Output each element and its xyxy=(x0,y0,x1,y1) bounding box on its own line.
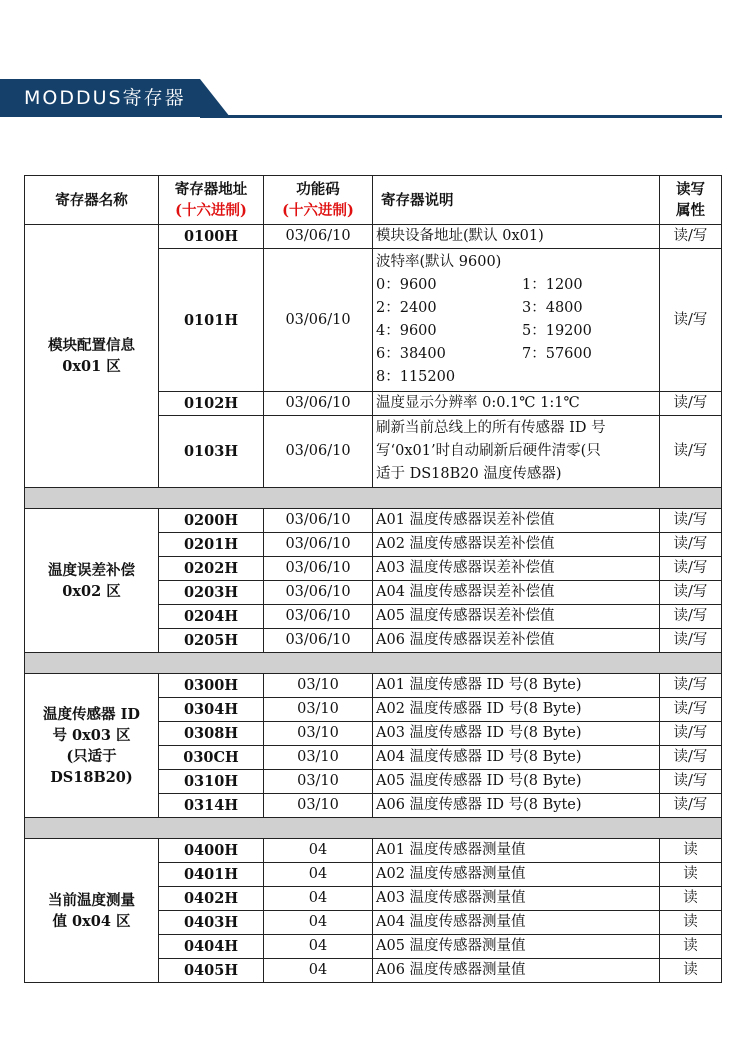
read-write-attr: 读/写 xyxy=(660,581,722,605)
table-row xyxy=(25,839,722,863)
register-description: A01 温度传感器误差补偿值 xyxy=(373,509,660,533)
baud-rate-description xyxy=(373,249,660,392)
read-write-attr: 读 xyxy=(660,863,722,887)
function-code: 04 xyxy=(264,911,373,935)
register-address: 0100H xyxy=(159,225,264,249)
register-description: A03 温度传感器 ID 号(8 Byte) xyxy=(373,722,660,746)
function-code: 04 xyxy=(264,935,373,959)
read-write-attr: 读/写 xyxy=(660,557,722,581)
function-code: 03/06/10 xyxy=(264,605,373,629)
read-write-attr: 读/写 xyxy=(660,416,722,488)
table-header-row xyxy=(25,176,722,225)
function-code: 04 xyxy=(264,863,373,887)
function-code: 03/10 xyxy=(264,770,373,794)
baud-option: 0：9600 xyxy=(376,277,437,293)
header-underline xyxy=(200,115,722,118)
table-row xyxy=(25,509,722,533)
group-separator xyxy=(25,818,722,839)
register-address: 0103H xyxy=(159,416,264,488)
register-description: A02 温度传感器测量值 xyxy=(373,863,660,887)
register-address: 0314H xyxy=(159,794,264,818)
register-address: 0310H xyxy=(159,770,264,794)
function-code: 04 xyxy=(264,839,373,863)
register-address: 0404H xyxy=(159,935,264,959)
function-code: 03/10 xyxy=(264,794,373,818)
register-description: A04 温度传感器 ID 号(8 Byte) xyxy=(373,746,660,770)
function-code: 03/10 xyxy=(264,722,373,746)
read-write-attr: 读 xyxy=(660,959,722,983)
header-title: MODDUS寄存器 xyxy=(24,87,186,109)
register-address: 0201H xyxy=(159,533,264,557)
register-address: 0203H xyxy=(159,581,264,605)
register-address: 0403H xyxy=(159,911,264,935)
register-address: 0102H xyxy=(159,392,264,416)
function-code: 03/10 xyxy=(264,674,373,698)
register-description: A05 温度传感器 ID 号(8 Byte) xyxy=(373,770,660,794)
register-address: 030CH xyxy=(159,746,264,770)
register-address: 0200H xyxy=(159,509,264,533)
baud-option: 5：19200 xyxy=(522,323,592,339)
register-description: A06 温度传感器 ID 号(8 Byte) xyxy=(373,794,660,818)
register-address: 0304H xyxy=(159,698,264,722)
read-write-attr: 读/写 xyxy=(660,533,722,557)
register-address: 0401H xyxy=(159,863,264,887)
read-write-attr: 读/写 xyxy=(660,629,722,653)
group-name-compensation: 温度误差补偿 0x02 区 xyxy=(25,509,159,653)
register-description: A06 温度传感器测量值 xyxy=(373,959,660,983)
baud-option: 4：9600 xyxy=(376,323,437,339)
register-address: 0300H xyxy=(159,674,264,698)
header-register-description: 寄存器说明 xyxy=(373,176,660,225)
group-name-config: 模块配置信息 0x01 区 xyxy=(25,225,159,488)
register-address: 0308H xyxy=(159,722,264,746)
function-code: 04 xyxy=(264,959,373,983)
function-code: 03/06/10 xyxy=(264,581,373,605)
read-write-attr: 读/写 xyxy=(660,698,722,722)
read-write-attr: 读/写 xyxy=(660,770,722,794)
register-address: 0402H xyxy=(159,887,264,911)
read-write-attr: 读 xyxy=(660,839,722,863)
register-address: 0204H xyxy=(159,605,264,629)
baud-option: 3：4800 xyxy=(522,300,583,316)
function-code: 03/06/10 xyxy=(264,629,373,653)
register-description: A05 温度传感器误差补偿值 xyxy=(373,605,660,629)
register-description: A03 温度传感器测量值 xyxy=(373,887,660,911)
function-code: 04 xyxy=(264,887,373,911)
section-header xyxy=(0,79,722,119)
header-register-address: 寄存器地址 (十六进制) xyxy=(159,176,264,225)
baud-option: 6：38400 xyxy=(376,346,446,362)
table-row xyxy=(25,225,722,249)
read-write-attr: 读/写 xyxy=(660,605,722,629)
baud-option: 1：1200 xyxy=(522,277,583,293)
register-description: 模块设备地址(默认 0x01) xyxy=(373,225,660,249)
baud-rate-title: 波特率(默认 9600) xyxy=(376,254,502,270)
register-description: A01 温度传感器测量值 xyxy=(373,839,660,863)
baud-option: 8：115200 xyxy=(376,369,456,385)
read-write-attr: 读 xyxy=(660,935,722,959)
read-write-attr: 读 xyxy=(660,911,722,935)
function-code: 03/06/10 xyxy=(264,249,373,392)
group-name-sensor-id: 温度传感器 ID 号 0x03 区 (只适于 DS18B20) xyxy=(25,674,159,818)
register-description: A04 温度传感器误差补偿值 xyxy=(373,581,660,605)
register-address: 0202H xyxy=(159,557,264,581)
register-description: A01 温度传感器 ID 号(8 Byte) xyxy=(373,674,660,698)
read-write-attr: 读/写 xyxy=(660,674,722,698)
function-code: 03/06/10 xyxy=(264,509,373,533)
description-line: 写‘0x01’时自动刷新后硬件清零(只 xyxy=(376,443,601,459)
read-write-attr: 读/写 xyxy=(660,746,722,770)
register-description: A02 温度传感器误差补偿值 xyxy=(373,533,660,557)
read-write-attr: 读/写 xyxy=(660,794,722,818)
function-code: 03/06/10 xyxy=(264,392,373,416)
group-separator xyxy=(25,653,722,674)
register-address: 0405H xyxy=(159,959,264,983)
table-row xyxy=(25,674,722,698)
header-function-code: 功能码 (十六进制) xyxy=(264,176,373,225)
register-address: 0205H xyxy=(159,629,264,653)
register-description: 温度显示分辨率 0:0.1℃ 1:1℃ xyxy=(373,392,660,416)
refresh-id-description xyxy=(373,416,660,488)
register-description: A05 温度传感器测量值 xyxy=(373,935,660,959)
description-line: 刷新当前总线上的所有传感器 ID 号 xyxy=(376,420,606,436)
function-code: 03/10 xyxy=(264,698,373,722)
header-register-name: 寄存器名称 xyxy=(25,176,159,225)
register-description: A06 温度传感器误差补偿值 xyxy=(373,629,660,653)
register-address: 0400H xyxy=(159,839,264,863)
header-read-write: 读写 属性 xyxy=(660,176,722,225)
function-code: 03/06/10 xyxy=(264,557,373,581)
function-code: 03/06/10 xyxy=(264,225,373,249)
read-write-attr: 读/写 xyxy=(660,722,722,746)
register-description: A02 温度传感器 ID 号(8 Byte) xyxy=(373,698,660,722)
register-description: A03 温度传感器误差补偿值 xyxy=(373,557,660,581)
read-write-attr: 读/写 xyxy=(660,392,722,416)
header-address-note: (十六进制) xyxy=(175,202,247,219)
register-address: 0101H xyxy=(159,249,264,392)
header-function-note: (十六进制) xyxy=(282,202,354,219)
function-code: 03/06/10 xyxy=(264,416,373,488)
register-description: A04 温度传感器测量值 xyxy=(373,911,660,935)
read-write-attr: 读/写 xyxy=(660,225,722,249)
register-table xyxy=(24,175,722,983)
baud-option: 7：57600 xyxy=(522,346,592,362)
group-separator xyxy=(25,488,722,509)
baud-option: 2：2400 xyxy=(376,300,437,316)
description-line: 适于 DS18B20 温度传感器) xyxy=(376,466,562,482)
read-write-attr: 读 xyxy=(660,887,722,911)
function-code: 03/10 xyxy=(264,746,373,770)
group-name-measurement: 当前温度测量 值 0x04 区 xyxy=(25,839,159,983)
function-code: 03/06/10 xyxy=(264,533,373,557)
read-write-attr: 读/写 xyxy=(660,249,722,392)
read-write-attr: 读/写 xyxy=(660,509,722,533)
